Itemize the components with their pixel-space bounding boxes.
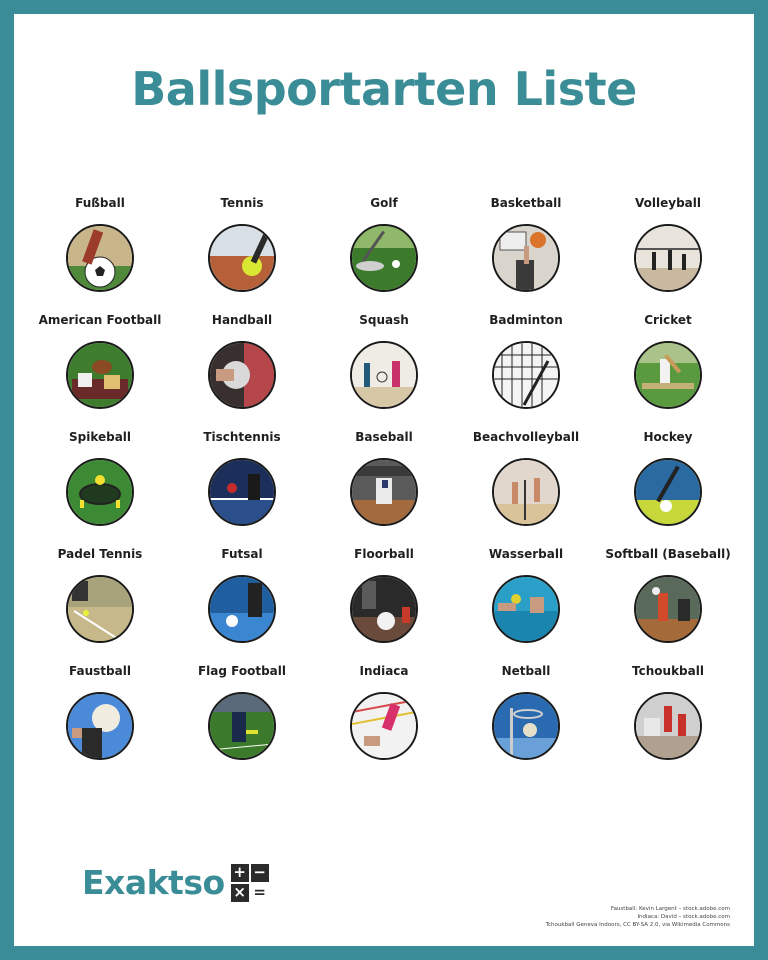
cricket-photo: [634, 341, 702, 409]
indiaca-photo: [350, 692, 418, 760]
beach-volleyball-photo: [492, 458, 560, 526]
logo-text: Exaktso: [82, 863, 225, 902]
page-title: Ballsportarten Liste: [131, 62, 637, 116]
sport-label: Handball: [211, 313, 273, 327]
minus-symbol: −: [251, 864, 269, 882]
spikeball-photo: [66, 458, 134, 526]
sport-label: Netball: [501, 664, 551, 678]
baseball-photo: [350, 458, 418, 526]
credit-line: Tchoukball Geneva Indoors, CC BY-SA 2.0, via Wikimedia Commons: [545, 921, 730, 928]
sport-label: Wasserball: [488, 547, 564, 561]
golf-photo: [350, 224, 418, 292]
sport-label: Floorball: [354, 547, 414, 561]
tennis-photo: [208, 224, 276, 292]
sport-label: Fußball: [75, 196, 125, 210]
sport-label: Padel Tennis: [57, 547, 143, 561]
softball-photo: [634, 575, 702, 643]
credit-line: Faustball: Kevin Largent – stock.adobe.com: [610, 906, 730, 912]
squash-photo: [350, 341, 418, 409]
futsal-photo: [208, 575, 276, 643]
handball-photo: [208, 341, 276, 409]
sport-label: Futsal: [221, 547, 263, 561]
sport-label: Spikeball: [68, 430, 132, 444]
sport-label: Golf: [370, 196, 398, 210]
sport-label: Tennis: [220, 196, 264, 210]
water-polo-photo: [492, 575, 560, 643]
football-photo: [66, 224, 134, 292]
sport-label: Volleyball: [635, 196, 701, 210]
floorball-photo: [350, 575, 418, 643]
times-symbol: ×: [231, 884, 249, 902]
equals-symbol: =: [251, 884, 269, 902]
faustball-photo: [66, 692, 134, 760]
hockey-photo: [634, 458, 702, 526]
sport-label: Badminton: [489, 313, 563, 327]
sport-label: Indiaca: [359, 664, 409, 678]
padel-photo: [66, 575, 134, 643]
sport-label: Beachvolleyball: [472, 430, 580, 444]
sport-label: Flag Football: [197, 664, 287, 678]
credit-line: Indiaca: David – stock.adobe.com: [637, 913, 730, 920]
sport-label: American Football: [38, 313, 162, 327]
american-football-photo: [66, 341, 134, 409]
sport-label: Hockey: [643, 430, 693, 444]
table-tennis-photo: [208, 458, 276, 526]
basketball-photo: [492, 224, 560, 292]
netball-photo: [492, 692, 560, 760]
sports-grid: [14, 14, 754, 946]
image-credits: [546, 906, 730, 930]
tchoukball-photo: [634, 692, 702, 760]
sport-label: Cricket: [644, 313, 692, 327]
sport-label: Faustball: [69, 664, 131, 678]
sport-label: Tchoukball: [632, 664, 704, 678]
badminton-photo: [492, 341, 560, 409]
sport-label: Squash: [359, 313, 409, 327]
sport-label: Softball (Baseball): [605, 547, 731, 561]
sport-label: Tischtennis: [203, 430, 281, 444]
plus-symbol: +: [231, 864, 249, 882]
sport-label: Basketball: [490, 196, 562, 210]
flag-football-photo: [208, 692, 276, 760]
brand-logo: [82, 863, 269, 902]
volleyball-photo: [634, 224, 702, 292]
poster-page: [14, 14, 754, 946]
calculator-icon: [231, 864, 269, 902]
sport-label: Baseball: [355, 430, 413, 444]
